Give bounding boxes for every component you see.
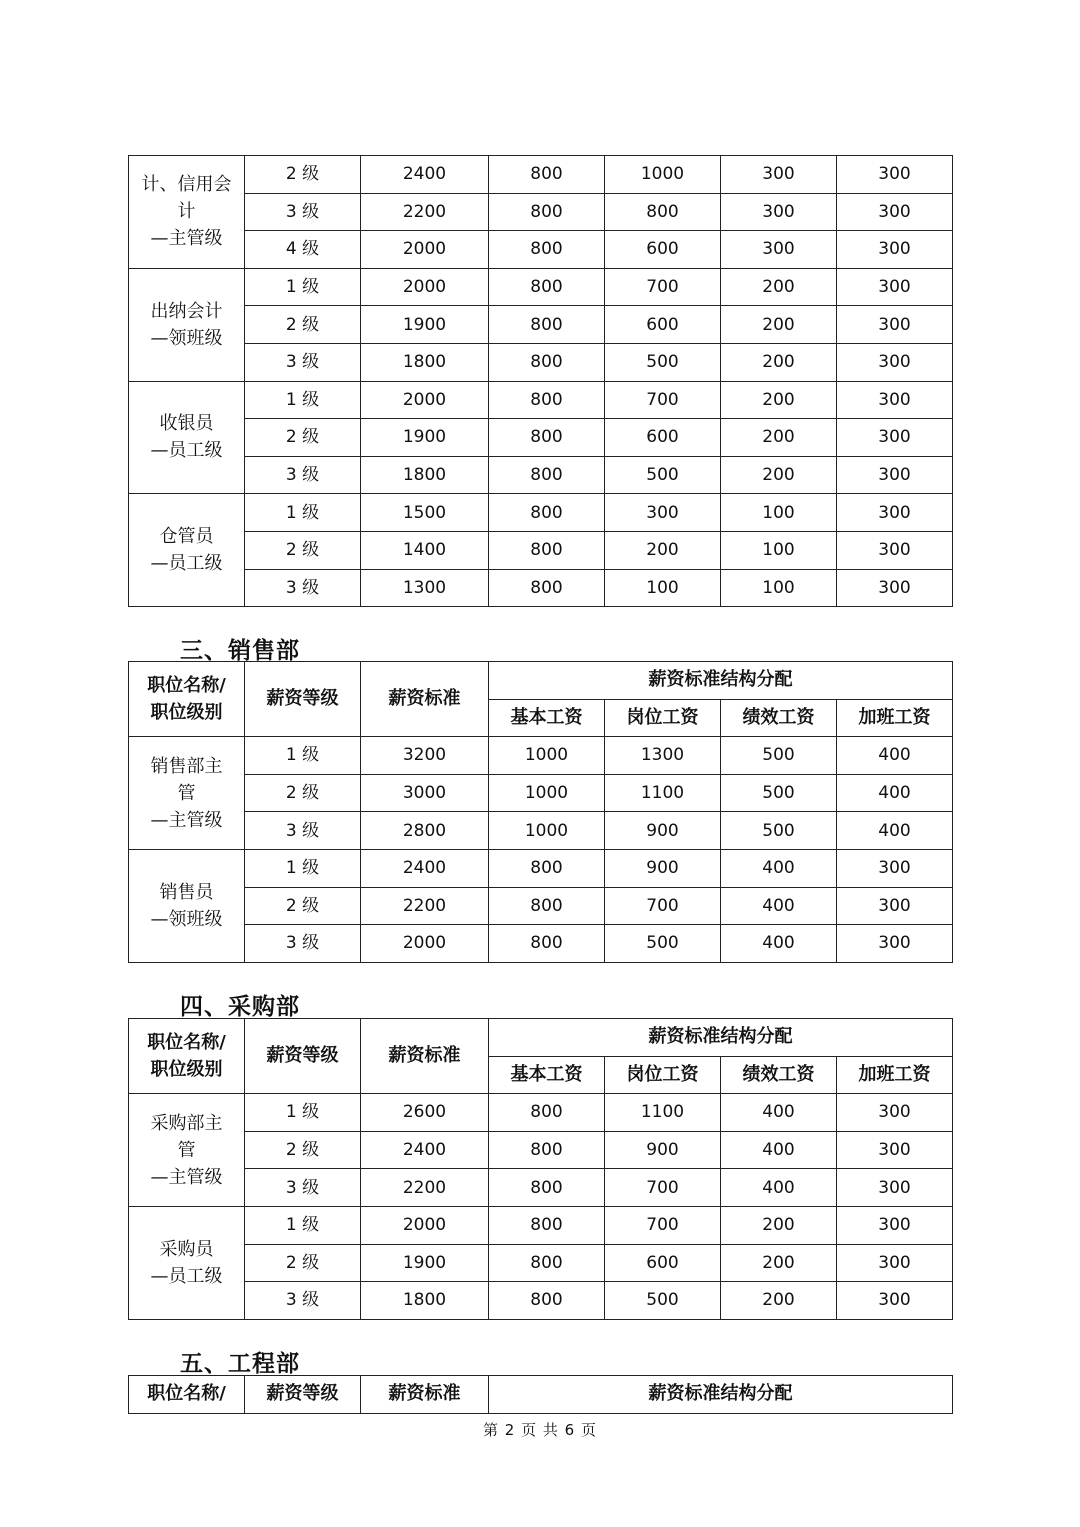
grade-cell: 1 级 (245, 494, 361, 532)
grade-cell: 2 级 (245, 156, 361, 194)
overtime-cell: 300 (837, 1244, 953, 1282)
grade-cell: 2 级 (245, 774, 361, 812)
table-row (129, 494, 953, 532)
performance-cell: 400 (721, 1169, 837, 1207)
post-cell: 500 (605, 1282, 721, 1320)
grade-cell: 3 级 (245, 193, 361, 231)
post-cell: 500 (605, 925, 721, 963)
performance-cell: 300 (721, 193, 837, 231)
standard-cell: 2400 (361, 1131, 489, 1169)
purchasing-table-header (129, 1019, 953, 1094)
basic-cell: 800 (489, 494, 605, 532)
post-cell: 300 (605, 494, 721, 532)
position-cell: 计、信用会 计 —主管级 (129, 156, 245, 269)
post-cell: 800 (605, 193, 721, 231)
post-cell: 700 (605, 268, 721, 306)
standard-cell: 2200 (361, 887, 489, 925)
performance-cell: 200 (721, 456, 837, 494)
overtime-cell: 300 (837, 1131, 953, 1169)
performance-cell: 300 (721, 231, 837, 269)
header-standard: 薪资标准 (361, 1019, 489, 1094)
standard-cell: 1900 (361, 306, 489, 344)
grade-cell: 2 级 (245, 887, 361, 925)
table-row (129, 381, 953, 419)
table-row (129, 1131, 953, 1169)
header-performance: 绩效工资 (721, 1056, 837, 1094)
performance-cell: 500 (721, 737, 837, 775)
table-row (129, 1206, 953, 1244)
post-cell: 700 (605, 1206, 721, 1244)
purchasing-table-body (129, 1094, 953, 1320)
position-cell: 收银员 —员工级 (129, 381, 245, 494)
performance-cell: 100 (721, 531, 837, 569)
grade-cell: 1 级 (245, 1206, 361, 1244)
basic-cell: 800 (489, 456, 605, 494)
standard-cell: 1900 (361, 419, 489, 457)
performance-cell: 200 (721, 306, 837, 344)
post-cell: 500 (605, 456, 721, 494)
table-row (129, 1094, 953, 1132)
header-structure: 薪资标准结构分配 (489, 1019, 953, 1057)
section-title-sales: 三、销售部 (180, 638, 300, 664)
performance-cell: 200 (721, 1206, 837, 1244)
post-cell: 700 (605, 1169, 721, 1207)
finance-table-body (129, 156, 953, 607)
overtime-cell: 300 (837, 925, 953, 963)
standard-cell: 1300 (361, 569, 489, 607)
grade-cell: 1 级 (245, 1094, 361, 1132)
post-cell: 1000 (605, 156, 721, 194)
standard-cell: 1900 (361, 1244, 489, 1282)
post-cell: 900 (605, 849, 721, 887)
grade-cell: 1 级 (245, 381, 361, 419)
section-title-engineering: 五、工程部 (180, 1351, 300, 1377)
basic-cell: 1000 (489, 774, 605, 812)
overtime-cell: 300 (837, 569, 953, 607)
standard-cell: 2000 (361, 925, 489, 963)
table-row (129, 456, 953, 494)
performance-cell: 400 (721, 1131, 837, 1169)
standard-cell: 2600 (361, 1094, 489, 1132)
basic-cell: 800 (489, 1094, 605, 1132)
table-row (129, 1282, 953, 1320)
grade-cell: 2 级 (245, 419, 361, 457)
grade-cell: 2 级 (245, 531, 361, 569)
basic-cell: 800 (489, 1244, 605, 1282)
engineering-salary-table (128, 1375, 953, 1414)
basic-cell: 800 (489, 381, 605, 419)
header-standard: 薪资标准 (361, 662, 489, 737)
post-cell: 900 (605, 1131, 721, 1169)
overtime-cell: 400 (837, 812, 953, 850)
basic-cell: 800 (489, 306, 605, 344)
table-row (129, 774, 953, 812)
grade-cell: 4 级 (245, 231, 361, 269)
table-row (129, 268, 953, 306)
post-cell: 200 (605, 531, 721, 569)
standard-cell: 3000 (361, 774, 489, 812)
standard-cell: 2400 (361, 156, 489, 194)
position-cell: 采购部主 管 —主管级 (129, 1094, 245, 1207)
basic-cell: 800 (489, 193, 605, 231)
post-cell: 1100 (605, 1094, 721, 1132)
overtime-cell: 300 (837, 887, 953, 925)
overtime-cell: 300 (837, 1169, 953, 1207)
table-row (129, 419, 953, 457)
performance-cell: 200 (721, 1282, 837, 1320)
header-structure: 薪资标准结构分配 (489, 662, 953, 700)
table-row (129, 887, 953, 925)
standard-cell: 2400 (361, 849, 489, 887)
header-structure: 薪资标准结构分配 (489, 1376, 953, 1414)
post-cell: 1300 (605, 737, 721, 775)
section-title-purchasing: 四、采购部 (180, 994, 300, 1020)
header-standard: 薪资标准 (361, 1376, 489, 1414)
performance-cell: 300 (721, 156, 837, 194)
overtime-cell: 300 (837, 849, 953, 887)
performance-cell: 200 (721, 419, 837, 457)
overtime-cell: 300 (837, 1094, 953, 1132)
basic-cell: 800 (489, 849, 605, 887)
performance-cell: 100 (721, 569, 837, 607)
post-cell: 700 (605, 887, 721, 925)
position-cell: 销售员 —领班级 (129, 849, 245, 962)
header-overtime: 加班工资 (837, 1056, 953, 1094)
standard-cell: 2000 (361, 268, 489, 306)
header-overtime: 加班工资 (837, 699, 953, 737)
position-cell: 出纳会计 —领班级 (129, 268, 245, 381)
overtime-cell: 300 (837, 156, 953, 194)
header-basic: 基本工资 (489, 1056, 605, 1094)
standard-cell: 1800 (361, 456, 489, 494)
standard-cell: 2000 (361, 381, 489, 419)
table-row (129, 1169, 953, 1207)
basic-cell: 1000 (489, 812, 605, 850)
post-cell: 600 (605, 231, 721, 269)
table-row (129, 156, 953, 194)
standard-cell: 1400 (361, 531, 489, 569)
performance-cell: 100 (721, 494, 837, 532)
performance-cell: 200 (721, 268, 837, 306)
sales-salary-table (128, 661, 953, 963)
performance-cell: 400 (721, 849, 837, 887)
header-performance: 绩效工资 (721, 699, 837, 737)
post-cell: 600 (605, 1244, 721, 1282)
overtime-cell: 300 (837, 231, 953, 269)
basic-cell: 800 (489, 531, 605, 569)
grade-cell: 3 级 (245, 925, 361, 963)
overtime-cell: 300 (837, 343, 953, 381)
sales-table-body (129, 737, 953, 963)
performance-cell: 200 (721, 1244, 837, 1282)
grade-cell: 3 级 (245, 569, 361, 607)
post-cell: 700 (605, 381, 721, 419)
performance-cell: 200 (721, 381, 837, 419)
table-row (129, 812, 953, 850)
header-grade: 薪资等级 (245, 1019, 361, 1094)
basic-cell: 1000 (489, 737, 605, 775)
performance-cell: 400 (721, 1094, 837, 1132)
standard-cell: 1500 (361, 494, 489, 532)
table-row (129, 193, 953, 231)
position-cell: 销售部主 管 —主管级 (129, 737, 245, 850)
grade-cell: 1 级 (245, 737, 361, 775)
table-row (129, 343, 953, 381)
table-row (129, 306, 953, 344)
basic-cell: 800 (489, 925, 605, 963)
basic-cell: 800 (489, 569, 605, 607)
standard-cell: 3200 (361, 737, 489, 775)
table-row (129, 1244, 953, 1282)
post-cell: 600 (605, 419, 721, 457)
header-post: 岗位工资 (605, 699, 721, 737)
table-row (129, 231, 953, 269)
grade-cell: 1 级 (245, 849, 361, 887)
basic-cell: 800 (489, 156, 605, 194)
basic-cell: 800 (489, 1282, 605, 1320)
grade-cell: 2 级 (245, 1131, 361, 1169)
overtime-cell: 300 (837, 268, 953, 306)
table-row (129, 849, 953, 887)
page-footer: 第 2 页 共 6 页 (483, 1421, 597, 1439)
basic-cell: 800 (489, 419, 605, 457)
overtime-cell: 300 (837, 381, 953, 419)
overtime-cell: 400 (837, 737, 953, 775)
post-cell: 1100 (605, 774, 721, 812)
table-row (129, 737, 953, 775)
header-position: 职位名称/ (129, 1376, 245, 1414)
post-cell: 600 (605, 306, 721, 344)
standard-cell: 2200 (361, 193, 489, 231)
grade-cell: 3 级 (245, 1282, 361, 1320)
overtime-cell: 300 (837, 531, 953, 569)
standard-cell: 2200 (361, 1169, 489, 1207)
purchasing-salary-table (128, 1018, 953, 1320)
standard-cell: 2000 (361, 1206, 489, 1244)
overtime-cell: 300 (837, 419, 953, 457)
header-position: 职位名称/ 职位级别 (129, 1019, 245, 1094)
header-basic: 基本工资 (489, 699, 605, 737)
basic-cell: 800 (489, 887, 605, 925)
performance-cell: 200 (721, 343, 837, 381)
overtime-cell: 300 (837, 494, 953, 532)
grade-cell: 2 级 (245, 1244, 361, 1282)
basic-cell: 800 (489, 1131, 605, 1169)
overtime-cell: 300 (837, 306, 953, 344)
overtime-cell: 400 (837, 774, 953, 812)
post-cell: 500 (605, 343, 721, 381)
sales-table-header (129, 662, 953, 737)
grade-cell: 1 级 (245, 268, 361, 306)
header-position: 职位名称/ 职位级别 (129, 662, 245, 737)
position-cell: 仓管员 —员工级 (129, 494, 245, 607)
performance-cell: 500 (721, 812, 837, 850)
performance-cell: 400 (721, 887, 837, 925)
grade-cell: 3 级 (245, 343, 361, 381)
basic-cell: 800 (489, 1206, 605, 1244)
basic-cell: 800 (489, 1169, 605, 1207)
post-cell: 100 (605, 569, 721, 607)
performance-cell: 500 (721, 774, 837, 812)
basic-cell: 800 (489, 343, 605, 381)
overtime-cell: 300 (837, 193, 953, 231)
grade-cell: 2 级 (245, 306, 361, 344)
overtime-cell: 300 (837, 1206, 953, 1244)
standard-cell: 1800 (361, 343, 489, 381)
grade-cell: 3 级 (245, 812, 361, 850)
standard-cell: 2800 (361, 812, 489, 850)
finance-salary-table (128, 155, 953, 607)
header-grade: 薪资等级 (245, 662, 361, 737)
header-post: 岗位工资 (605, 1056, 721, 1094)
grade-cell: 3 级 (245, 1169, 361, 1207)
header-grade: 薪资等级 (245, 1376, 361, 1414)
table-row (129, 925, 953, 963)
post-cell: 900 (605, 812, 721, 850)
overtime-cell: 300 (837, 456, 953, 494)
table-row (129, 569, 953, 607)
overtime-cell: 300 (837, 1282, 953, 1320)
standard-cell: 2000 (361, 231, 489, 269)
performance-cell: 400 (721, 925, 837, 963)
table-row (129, 531, 953, 569)
basic-cell: 800 (489, 268, 605, 306)
basic-cell: 800 (489, 231, 605, 269)
grade-cell: 3 级 (245, 456, 361, 494)
standard-cell: 1800 (361, 1282, 489, 1320)
position-cell: 采购员 —员工级 (129, 1206, 245, 1319)
